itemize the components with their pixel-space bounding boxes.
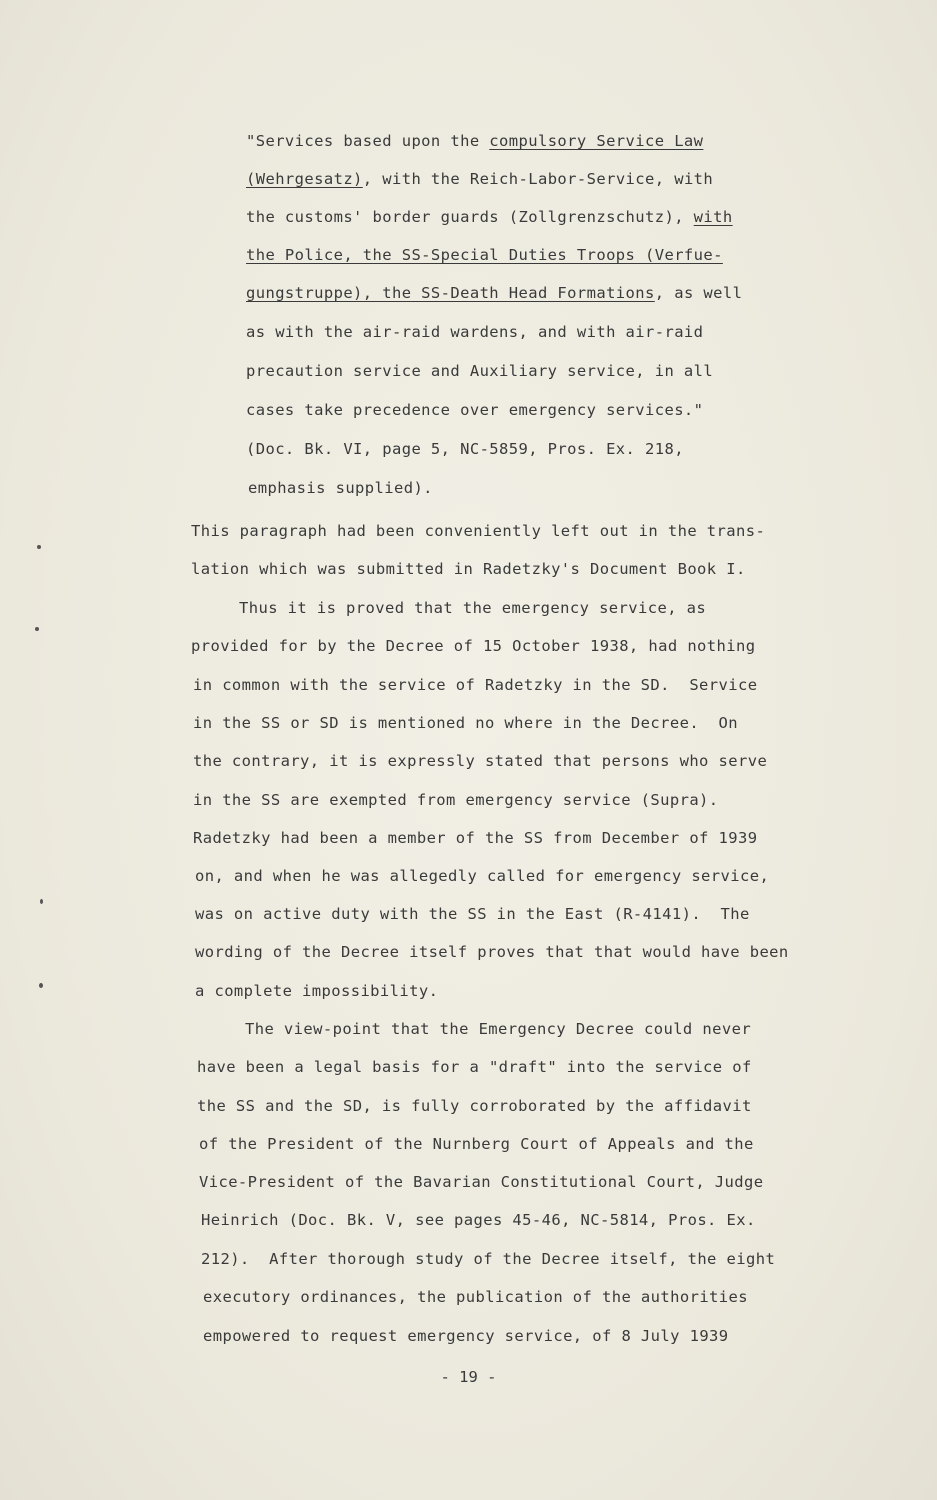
body-line: empowered to request emergency service, of 8 July 1939 [203, 1327, 729, 1345]
quote-text: emphasis supplied). [248, 479, 433, 497]
quote-text: "Services based upon the [246, 132, 490, 150]
quote-text: , as well [654, 284, 743, 302]
underlined-text: compulsory Service Law [489, 132, 704, 150]
quote-text: , with the Reich-Labor-Service, with [362, 170, 714, 188]
body-line: Thus it is proved that the emergency service, as [239, 599, 707, 617]
body-line: 212). After thorough study of the Decree itself, the eight [201, 1250, 776, 1268]
body-line: lation which was submitted in Radetzky's Document Book I. [191, 560, 746, 578]
margin-speck [35, 627, 39, 631]
quote-line [246, 207, 733, 227]
quote-text: cases take precedence over emergency services." [246, 401, 704, 419]
quote-line [246, 361, 713, 381]
quote-line [246, 322, 703, 342]
body-line: in common with the service of Radetzky in the SD. Service [193, 676, 758, 694]
quote-text: the customs' border guards (Zollgrenzschutz), [246, 208, 694, 226]
page-number: - 19 - [440, 1368, 497, 1386]
underlined-text: gungstruppe), the SS-Death Head Formations [246, 284, 655, 302]
body-line: Radetzky had been a member of the SS from December of 1939 [193, 829, 758, 847]
quote-text: (Doc. Bk. VI, page 5, NC-5859, Pros. Ex. 218, [246, 440, 684, 458]
body-line: was on active duty with the SS in the East (R-4141). The [195, 905, 750, 923]
body-line: the SS and the SD, is fully corroborated by the affidavit [197, 1097, 752, 1115]
body-line: a complete impossibility. [195, 982, 439, 1000]
underlined-text: the Police, the SS-Special Duties Troops (Verfue- [246, 246, 723, 264]
quote-line [246, 245, 723, 265]
underlined-text: with [693, 208, 733, 226]
underlined-text: (Wehrgesatz) [246, 170, 363, 188]
body-line: in the SS or SD is mentioned no where in the Decree. On [193, 714, 738, 732]
body-line: Heinrich (Doc. Bk. V, see pages 45-46, NC-5814, Pros. Ex. [201, 1211, 756, 1229]
body-line: executory ordinances, the publication of the authorities [203, 1288, 748, 1306]
quote-line [246, 131, 703, 151]
quote-line [246, 283, 742, 303]
quote-line [246, 169, 713, 189]
body-line: The view-point that the Emergency Decree could never [245, 1020, 752, 1038]
quote-line [246, 400, 703, 420]
body-line: have been a legal basis for a "draft" into the service of [197, 1058, 752, 1076]
quote-line [248, 478, 433, 498]
margin-speck [39, 983, 43, 988]
margin-speck [37, 545, 41, 549]
body-line: in the SS are exempted from emergency service (Supra). [193, 791, 719, 809]
quote-text: as with the air-raid wardens, and with air-raid [246, 323, 704, 341]
quote-text: precaution service and Auxiliary service, in all [246, 362, 714, 380]
body-line: This paragraph had been conveniently left out in the trans- [191, 522, 766, 540]
quote-line [246, 439, 684, 459]
body-line: provided for by the Decree of 15 October 1938, had nothing [191, 637, 756, 655]
margin-speck [40, 899, 43, 904]
body-line: the contrary, it is expressly stated that persons who serve [193, 752, 768, 770]
body-line: of the President of the Nurnberg Court of Appeals and the [199, 1135, 754, 1153]
body-line: wording of the Decree itself proves that that would have been [195, 943, 789, 961]
body-line: Vice-President of the Bavarian Constitutional Court, Judge [199, 1173, 764, 1191]
body-line: on, and when he was allegedly called for emergency service, [195, 867, 770, 885]
